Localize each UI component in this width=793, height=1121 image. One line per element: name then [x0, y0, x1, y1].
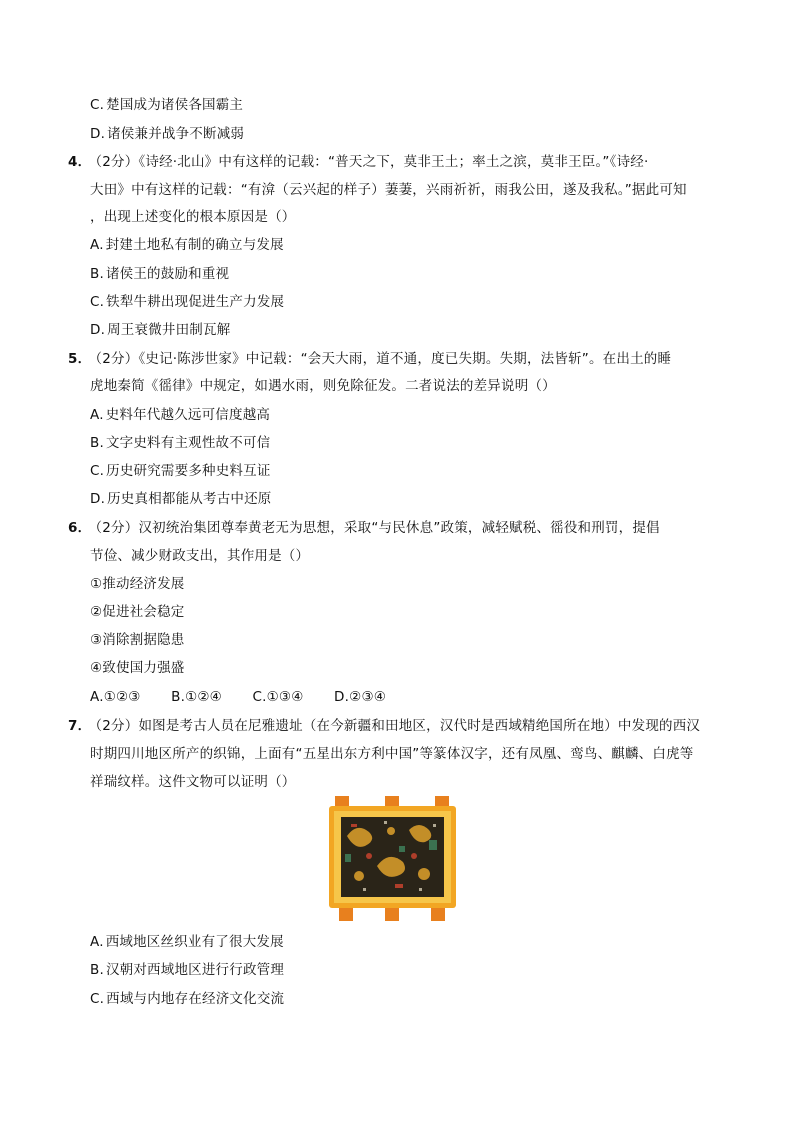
question-5-stem-line-1: 5． （2分）《史记·陈涉世家》中记载：“会天大雨，道不通，度已失期。失期，法皆斩”。在出土的睡: [68, 351, 672, 367]
question-5-option-b[interactable]: B. 文字史料有主观性故不可信: [90, 435, 271, 451]
question-6-stem-line-1: 6． （2分）汉初统治集团尊奉黄老无为思想，采取“与民休息”政策，减轻赋税、徭役和刑罚，提倡: [68, 520, 660, 536]
question-6-item-4: ④致使国力强盛: [90, 660, 185, 676]
brocade-illustration: [329, 796, 456, 921]
brocade-artifact-image: [329, 796, 456, 921]
question-7-option-c[interactable]: C. 西域与内地存在经济文化交流: [90, 991, 285, 1007]
prev-option-d[interactable]: D. 诸侯兼并战争不断减弱: [90, 126, 245, 142]
question-6-option-d[interactable]: D.②③④: [334, 689, 387, 705]
question-5-option-c[interactable]: C. 历史研究需要多种史料互证: [90, 463, 271, 479]
question-6-stem-line-2: 节俭、减少财政支出，其作用是（）: [90, 548, 310, 564]
question-6-option-c[interactable]: C.①③④: [252, 689, 304, 705]
question-4-option-b[interactable]: B. 诸侯王的鼓励和重视: [90, 266, 230, 282]
question-6-item-3: ③消除割据隐患: [90, 632, 185, 648]
question-6-option-b[interactable]: B.①②④: [171, 689, 222, 705]
question-6-item-2: ②促进社会稳定: [90, 604, 185, 620]
question-5-option-a[interactable]: A. 史料年代越久远可信度越高: [90, 407, 271, 423]
question-6-option-a[interactable]: A.①②③: [90, 689, 141, 705]
question-4-stem-line-2: 大田》中有这样的记载：“有渰（云兴起的样子）萋萋，兴雨祈祈，雨我公田，遂及我私。”据此可知: [90, 182, 687, 198]
question-7-stem-line-3: 祥瑞纹样。这件文物可以证明（）: [90, 774, 296, 790]
question-4-option-d[interactable]: D. 周王衰微井田制瓦解: [90, 322, 231, 338]
prev-option-c[interactable]: C. 楚国成为诸侯各国霸主: [90, 97, 244, 113]
question-4-stem-line-3: ，出现上述变化的根本原因是（）: [90, 209, 296, 225]
question-4-option-c[interactable]: C. 铁犁牛耕出现促进生产力发展: [90, 294, 285, 310]
question-6-options-row: [90, 687, 412, 707]
question-7-option-a[interactable]: A. 西域地区丝织业有了很大发展: [90, 934, 284, 950]
question-5-option-d[interactable]: D. 历史真相都能从考古中还原: [90, 491, 272, 507]
question-4-option-a[interactable]: A. 封建土地私有制的确立与发展: [90, 237, 284, 253]
question-4-stem-line-1: 4． （2分）《诗经·北山》中有这样的记载：“普天之下，莫非王土；率土之滨，莫非王臣。”《诗经·: [68, 154, 649, 170]
question-7-stem-line-2: 时期四川地区所产的织锦，上面有“五星出东方利中国”等篆体汉字，还有凤凰、鸾鸟、麒麟、白虎等: [90, 746, 694, 762]
question-6-item-1: ①推动经济发展: [90, 576, 185, 592]
question-7-option-b[interactable]: B. 汉朝对西域地区进行行政管理: [90, 962, 285, 978]
question-5-stem-line-2: 虎地秦简《徭律》中规定，如遇水雨，则免除征发。二者说法的差异说明（）: [90, 378, 556, 394]
question-7-stem-line-1: 7． （2分）如图是考古人员在尼雅遗址（在今新疆和田地区，汉代时是西域精绝国所在地）中发现的西汉: [68, 718, 701, 734]
